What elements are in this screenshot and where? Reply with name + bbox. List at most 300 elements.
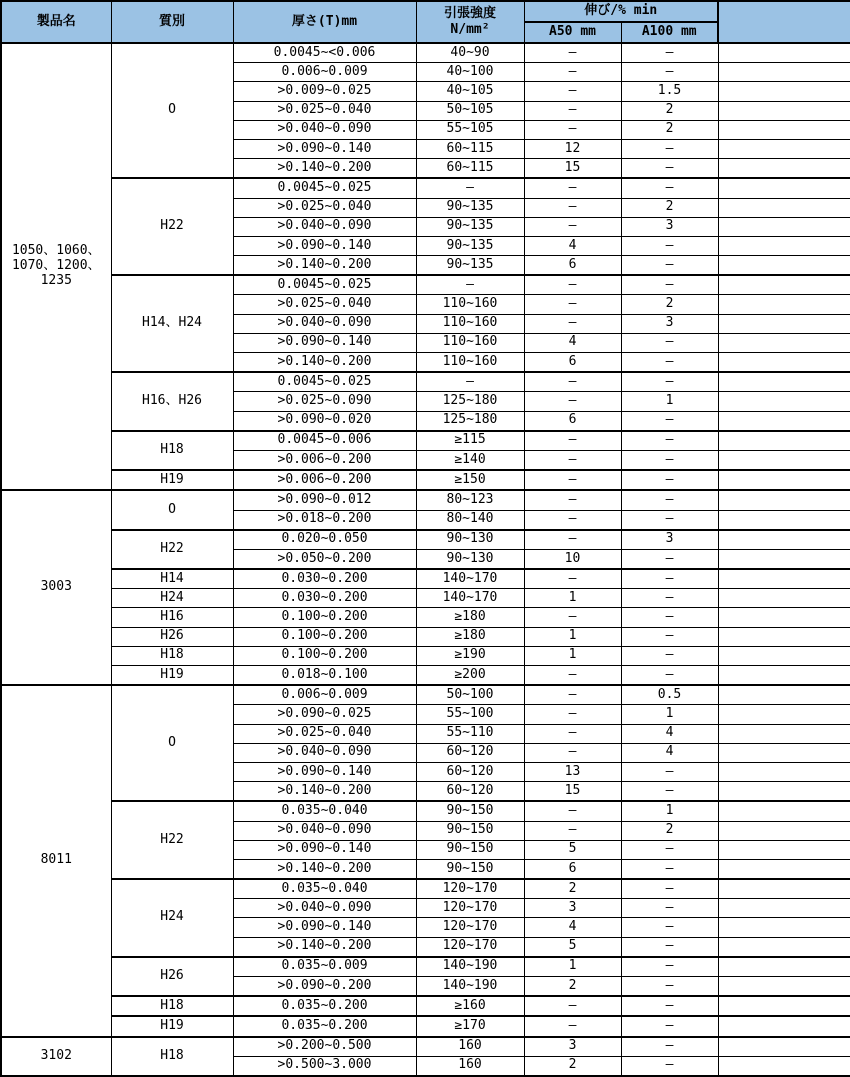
tensile-cell: 110~160 xyxy=(416,333,524,352)
tensile-cell: 90~135 xyxy=(416,256,524,276)
spec-table-header xyxy=(1,1,850,43)
empty-cell xyxy=(718,295,850,314)
a50-cell: – xyxy=(524,101,621,120)
table-row xyxy=(1,275,850,295)
temper-cell: H26 xyxy=(111,627,233,646)
a50-cell: – xyxy=(524,178,621,198)
tensile-cell: ≥200 xyxy=(416,666,524,686)
tensile-cell: 120~170 xyxy=(416,937,524,957)
a100-cell: – xyxy=(621,490,718,510)
col-header-tensile-line2: N/mm² xyxy=(450,22,490,37)
table-row xyxy=(1,431,850,451)
a50-cell: – xyxy=(524,43,621,63)
a100-cell: 2 xyxy=(621,120,718,139)
thickness-cell: >0.090~0.140 xyxy=(233,840,416,859)
empty-cell xyxy=(718,937,850,957)
thickness-cell: >0.140~0.200 xyxy=(233,353,416,373)
tensile-cell: 90~150 xyxy=(416,859,524,879)
a100-cell: – xyxy=(621,646,718,665)
tensile-cell: 60~115 xyxy=(416,159,524,179)
tensile-cell: 40~105 xyxy=(416,82,524,101)
a100-cell: 1 xyxy=(621,801,718,821)
table-row xyxy=(1,666,850,686)
a100-cell: 2 xyxy=(621,295,718,314)
temper-cell: H18 xyxy=(111,646,233,665)
tensile-cell: 120~170 xyxy=(416,879,524,899)
a50-cell: 3 xyxy=(524,1037,621,1057)
table-row xyxy=(1,470,850,490)
temper-cell: H24 xyxy=(111,879,233,957)
a100-cell: – xyxy=(621,608,718,627)
a50-cell: 1 xyxy=(524,589,621,608)
a50-cell: – xyxy=(524,666,621,686)
thickness-cell: >0.090~0.140 xyxy=(233,236,416,255)
tensile-cell: 140~190 xyxy=(416,957,524,977)
empty-cell xyxy=(718,101,850,120)
thickness-cell: >0.140~0.200 xyxy=(233,782,416,802)
thickness-cell: >0.050~0.200 xyxy=(233,549,416,569)
col-header-elongation-group: 伸び/% min xyxy=(524,1,718,22)
a100-cell: 2 xyxy=(621,821,718,840)
empty-cell xyxy=(718,217,850,236)
a50-cell: 6 xyxy=(524,256,621,276)
empty-cell xyxy=(718,470,850,490)
tensile-cell: – xyxy=(416,275,524,295)
empty-cell xyxy=(718,198,850,217)
thickness-cell: >0.090~0.140 xyxy=(233,762,416,781)
a50-cell: – xyxy=(524,705,621,724)
a100-cell: 3 xyxy=(621,530,718,550)
thickness-cell: >0.025~0.040 xyxy=(233,101,416,120)
tensile-cell: 40~90 xyxy=(416,43,524,63)
table-row xyxy=(1,530,850,550)
header-row-1 xyxy=(1,1,850,22)
empty-cell xyxy=(718,589,850,608)
empty-cell xyxy=(718,275,850,295)
a50-cell: – xyxy=(524,470,621,490)
a100-cell: 1 xyxy=(621,705,718,724)
product-cell: 3003 xyxy=(1,490,111,685)
temper-cell: H19 xyxy=(111,470,233,490)
tensile-cell: 60~120 xyxy=(416,743,524,762)
a50-cell: 15 xyxy=(524,159,621,179)
a100-cell: 2 xyxy=(621,101,718,120)
empty-cell xyxy=(718,236,850,255)
empty-cell xyxy=(718,666,850,686)
thickness-cell: >0.040~0.090 xyxy=(233,217,416,236)
thickness-cell: >0.090~0.025 xyxy=(233,705,416,724)
a100-cell: – xyxy=(621,782,718,802)
tensile-cell: 120~170 xyxy=(416,918,524,937)
empty-cell xyxy=(718,82,850,101)
empty-cell xyxy=(718,996,850,1016)
thickness-cell: 0.035~0.040 xyxy=(233,801,416,821)
a100-cell: – xyxy=(621,627,718,646)
a50-cell: – xyxy=(524,530,621,550)
a50-cell: – xyxy=(524,82,621,101)
table-row xyxy=(1,490,850,510)
tensile-cell: ≥115 xyxy=(416,431,524,451)
empty-cell xyxy=(718,627,850,646)
temper-cell: O xyxy=(111,43,233,178)
thickness-cell: >0.025~0.090 xyxy=(233,392,416,411)
temper-cell: H22 xyxy=(111,178,233,275)
temper-cell: H14、H24 xyxy=(111,275,233,372)
a50-cell: 4 xyxy=(524,333,621,352)
table-row xyxy=(1,589,850,608)
thickness-cell: 0.030~0.200 xyxy=(233,569,416,589)
tensile-cell: 80~123 xyxy=(416,490,524,510)
a100-cell: 3 xyxy=(621,314,718,333)
empty-cell xyxy=(718,490,850,510)
tensile-cell: 60~120 xyxy=(416,782,524,802)
a50-cell: – xyxy=(524,450,621,470)
tensile-cell: 140~190 xyxy=(416,977,524,997)
a100-cell: – xyxy=(621,372,718,392)
a100-cell: – xyxy=(621,666,718,686)
a100-cell: 0.5 xyxy=(621,685,718,705)
empty-cell xyxy=(718,431,850,451)
thickness-cell: 0.100~0.200 xyxy=(233,646,416,665)
empty-cell xyxy=(718,569,850,589)
tensile-cell: 55~100 xyxy=(416,705,524,724)
a100-cell: – xyxy=(621,937,718,957)
temper-cell: H19 xyxy=(111,1016,233,1036)
thickness-cell: >0.040~0.090 xyxy=(233,314,416,333)
a100-cell: – xyxy=(621,1056,718,1076)
temper-cell: H18 xyxy=(111,1037,233,1076)
thickness-cell: 0.0045~0.025 xyxy=(233,372,416,392)
empty-cell xyxy=(718,743,850,762)
tensile-cell: ≥160 xyxy=(416,996,524,1016)
tensile-cell: 80~140 xyxy=(416,510,524,530)
table-row xyxy=(1,801,850,821)
empty-cell xyxy=(718,608,850,627)
a100-cell: – xyxy=(621,275,718,295)
empty-cell xyxy=(718,646,850,665)
temper-cell: H26 xyxy=(111,957,233,996)
a100-cell: – xyxy=(621,762,718,781)
empty-cell xyxy=(718,159,850,179)
a50-cell: – xyxy=(524,685,621,705)
thickness-cell: 0.020~0.050 xyxy=(233,530,416,550)
thickness-cell: >0.025~0.040 xyxy=(233,724,416,743)
table-row xyxy=(1,608,850,627)
thickness-cell: 0.100~0.200 xyxy=(233,627,416,646)
table-row xyxy=(1,43,850,63)
thickness-cell: >0.090~0.200 xyxy=(233,977,416,997)
a100-cell: – xyxy=(621,139,718,158)
thickness-cell: 0.0045~0.025 xyxy=(233,275,416,295)
a100-cell: 1 xyxy=(621,392,718,411)
thickness-cell: 0.006~0.009 xyxy=(233,685,416,705)
tensile-cell: 55~110 xyxy=(416,724,524,743)
thickness-cell: 0.035~0.200 xyxy=(233,996,416,1016)
temper-cell: H18 xyxy=(111,431,233,470)
thickness-cell: >0.018~0.200 xyxy=(233,510,416,530)
thickness-cell: >0.006~0.200 xyxy=(233,450,416,470)
thickness-cell: >0.090~0.140 xyxy=(233,139,416,158)
thickness-cell: 0.0045~0.006 xyxy=(233,431,416,451)
product-cell: 3102 xyxy=(1,1037,111,1076)
empty-cell xyxy=(718,762,850,781)
tensile-cell: 55~105 xyxy=(416,120,524,139)
table-row xyxy=(1,569,850,589)
empty-cell xyxy=(718,530,850,550)
a50-cell: 6 xyxy=(524,353,621,373)
empty-cell xyxy=(718,139,850,158)
tensile-cell: 90~150 xyxy=(416,840,524,859)
empty-cell xyxy=(718,821,850,840)
thickness-cell: >0.090~0.140 xyxy=(233,918,416,937)
a100-cell: – xyxy=(621,431,718,451)
a50-cell: 4 xyxy=(524,918,621,937)
empty-cell xyxy=(718,918,850,937)
thickness-cell: 0.018~0.100 xyxy=(233,666,416,686)
table-row xyxy=(1,178,850,198)
empty-cell xyxy=(718,314,850,333)
empty-cell xyxy=(718,879,850,899)
a100-cell: – xyxy=(621,256,718,276)
thickness-cell: >0.090~0.140 xyxy=(233,333,416,352)
empty-cell xyxy=(718,977,850,997)
tensile-cell: – xyxy=(416,372,524,392)
tensile-cell: 120~170 xyxy=(416,899,524,918)
thickness-cell: >0.140~0.200 xyxy=(233,937,416,957)
thickness-cell: 0.030~0.200 xyxy=(233,589,416,608)
a50-cell: 1 xyxy=(524,627,621,646)
a50-cell: – xyxy=(524,608,621,627)
thickness-cell: >0.200~0.500 xyxy=(233,1037,416,1057)
tensile-cell: 90~150 xyxy=(416,801,524,821)
a100-cell: – xyxy=(621,353,718,373)
product-cell: 1050、1060、1070、1200、1235 xyxy=(1,43,111,490)
empty-cell xyxy=(718,333,850,352)
temper-cell: H16、H26 xyxy=(111,372,233,431)
table-row xyxy=(1,685,850,705)
a50-cell: – xyxy=(524,569,621,589)
temper-cell: H22 xyxy=(111,530,233,569)
table-row xyxy=(1,627,850,646)
col-header-empty xyxy=(718,1,850,43)
empty-cell xyxy=(718,724,850,743)
a50-cell: – xyxy=(524,372,621,392)
empty-cell xyxy=(718,801,850,821)
a100-cell: – xyxy=(621,411,718,431)
empty-cell xyxy=(718,1037,850,1057)
a50-cell: – xyxy=(524,490,621,510)
a50-cell: – xyxy=(524,431,621,451)
a100-cell: – xyxy=(621,333,718,352)
thickness-cell: >0.009~0.025 xyxy=(233,82,416,101)
empty-cell xyxy=(718,43,850,63)
tensile-cell: 110~160 xyxy=(416,295,524,314)
table-row xyxy=(1,879,850,899)
empty-cell xyxy=(718,1016,850,1036)
a50-cell: 2 xyxy=(524,879,621,899)
thickness-cell: >0.040~0.090 xyxy=(233,899,416,918)
empty-cell xyxy=(718,372,850,392)
a50-cell: – xyxy=(524,821,621,840)
thickness-cell: 0.006~0.009 xyxy=(233,63,416,82)
empty-cell xyxy=(718,411,850,431)
a50-cell: – xyxy=(524,1016,621,1036)
empty-cell xyxy=(718,178,850,198)
a50-cell: – xyxy=(524,724,621,743)
temper-cell: H24 xyxy=(111,589,233,608)
a50-cell: 1 xyxy=(524,957,621,977)
a100-cell: – xyxy=(621,43,718,63)
empty-cell xyxy=(718,859,850,879)
temper-cell: H22 xyxy=(111,801,233,879)
empty-cell xyxy=(718,705,850,724)
a100-cell: – xyxy=(621,996,718,1016)
a100-cell: 1.5 xyxy=(621,82,718,101)
thickness-cell: 0.035~0.200 xyxy=(233,1016,416,1036)
temper-cell: H18 xyxy=(111,996,233,1016)
tensile-cell: ≥180 xyxy=(416,608,524,627)
a50-cell: 10 xyxy=(524,549,621,569)
a100-cell: – xyxy=(621,918,718,937)
empty-cell xyxy=(718,1056,850,1076)
a100-cell: – xyxy=(621,236,718,255)
col-header-tensile-line1: 引張強度 xyxy=(443,6,496,22)
a50-cell: – xyxy=(524,217,621,236)
thickness-cell: >0.025~0.040 xyxy=(233,295,416,314)
empty-cell xyxy=(718,899,850,918)
a50-cell: 3 xyxy=(524,899,621,918)
a50-cell: – xyxy=(524,63,621,82)
a100-cell: – xyxy=(621,569,718,589)
a100-cell: – xyxy=(621,549,718,569)
thickness-cell: >0.140~0.200 xyxy=(233,256,416,276)
tensile-cell: 90~130 xyxy=(416,530,524,550)
a100-cell: – xyxy=(621,510,718,530)
col-header-thickness: 厚さ(T)mm xyxy=(233,1,416,43)
tensile-cell: 60~115 xyxy=(416,139,524,158)
temper-cell: H19 xyxy=(111,666,233,686)
table-row xyxy=(1,1016,850,1036)
tensile-cell: 50~100 xyxy=(416,685,524,705)
empty-cell xyxy=(718,63,850,82)
a50-cell: 6 xyxy=(524,411,621,431)
tensile-cell: ≥170 xyxy=(416,1016,524,1036)
temper-cell: O xyxy=(111,685,233,801)
thickness-cell: >0.040~0.090 xyxy=(233,821,416,840)
thickness-cell: >0.500~3.000 xyxy=(233,1056,416,1076)
a100-cell: 2 xyxy=(621,198,718,217)
tensile-cell: 90~135 xyxy=(416,198,524,217)
temper-cell: H14 xyxy=(111,569,233,589)
a100-cell: – xyxy=(621,977,718,997)
tensile-cell: 40~100 xyxy=(416,63,524,82)
thickness-cell: >0.040~0.090 xyxy=(233,743,416,762)
a50-cell: – xyxy=(524,510,621,530)
thickness-cell: 0.035~0.040 xyxy=(233,879,416,899)
col-header-tensile xyxy=(416,1,524,43)
a100-cell: 4 xyxy=(621,743,718,762)
thickness-cell: >0.090~0.020 xyxy=(233,411,416,431)
a100-cell: – xyxy=(621,470,718,490)
a50-cell: 12 xyxy=(524,139,621,158)
table-row xyxy=(1,957,850,977)
col-header-a100: A100 mm xyxy=(621,22,718,43)
a100-cell: – xyxy=(621,840,718,859)
thickness-cell: 0.0045~0.025 xyxy=(233,178,416,198)
empty-cell xyxy=(718,549,850,569)
empty-cell xyxy=(718,450,850,470)
thickness-cell: >0.040~0.090 xyxy=(233,120,416,139)
a100-cell: 3 xyxy=(621,217,718,236)
col-header-temper: 質別 xyxy=(111,1,233,43)
a50-cell: – xyxy=(524,314,621,333)
empty-cell xyxy=(718,782,850,802)
a50-cell: – xyxy=(524,743,621,762)
thickness-cell: >0.140~0.200 xyxy=(233,859,416,879)
tensile-cell: – xyxy=(416,178,524,198)
table-row xyxy=(1,372,850,392)
tensile-cell: 110~160 xyxy=(416,353,524,373)
a100-cell: – xyxy=(621,957,718,977)
temper-cell: O xyxy=(111,490,233,529)
thickness-cell: >0.025~0.040 xyxy=(233,198,416,217)
a100-cell: – xyxy=(621,589,718,608)
a50-cell: 13 xyxy=(524,762,621,781)
thickness-cell: 0.035~0.009 xyxy=(233,957,416,977)
a50-cell: – xyxy=(524,295,621,314)
tensile-cell: 60~120 xyxy=(416,762,524,781)
tensile-cell: 125~180 xyxy=(416,411,524,431)
table-row xyxy=(1,996,850,1016)
thickness-cell: >0.006~0.200 xyxy=(233,470,416,490)
empty-cell xyxy=(718,685,850,705)
tensile-cell: ≥190 xyxy=(416,646,524,665)
a50-cell: – xyxy=(524,801,621,821)
tensile-cell: 90~135 xyxy=(416,236,524,255)
col-header-product: 製品名 xyxy=(1,1,111,43)
a100-cell: – xyxy=(621,1037,718,1057)
table-row xyxy=(1,646,850,665)
tensile-cell: 90~150 xyxy=(416,821,524,840)
a100-cell: – xyxy=(621,1016,718,1036)
tensile-cell: ≥180 xyxy=(416,627,524,646)
tensile-cell: 90~130 xyxy=(416,549,524,569)
table-row xyxy=(1,1037,850,1057)
tensile-cell: 90~135 xyxy=(416,217,524,236)
a100-cell: – xyxy=(621,178,718,198)
a50-cell: 15 xyxy=(524,782,621,802)
empty-cell xyxy=(718,256,850,276)
a50-cell: – xyxy=(524,198,621,217)
tensile-cell: 160 xyxy=(416,1056,524,1076)
thickness-cell: 0.0045~<0.006 xyxy=(233,43,416,63)
empty-cell xyxy=(718,840,850,859)
a50-cell: – xyxy=(524,392,621,411)
a50-cell: 5 xyxy=(524,937,621,957)
thickness-cell: >0.140~0.200 xyxy=(233,159,416,179)
empty-cell xyxy=(718,510,850,530)
a100-cell: 4 xyxy=(621,724,718,743)
tensile-cell: 140~170 xyxy=(416,589,524,608)
a100-cell: – xyxy=(621,159,718,179)
empty-cell xyxy=(718,353,850,373)
empty-cell xyxy=(718,957,850,977)
temper-cell: H16 xyxy=(111,608,233,627)
a100-cell: – xyxy=(621,879,718,899)
col-header-a50: A50 mm xyxy=(524,22,621,43)
empty-cell xyxy=(718,392,850,411)
a50-cell: – xyxy=(524,275,621,295)
